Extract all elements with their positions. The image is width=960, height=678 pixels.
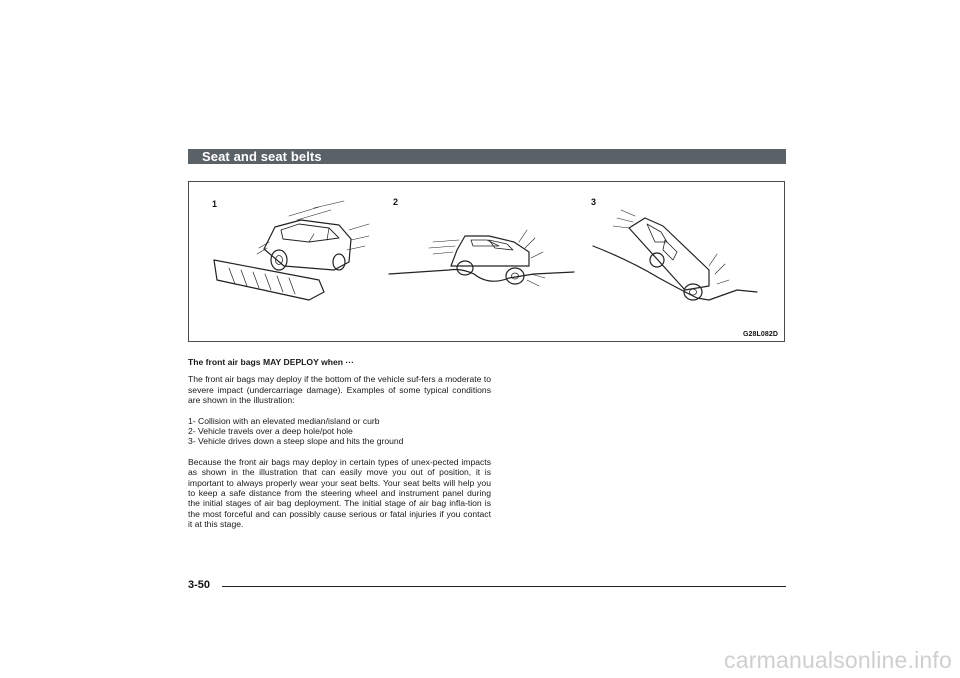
intro-paragraph: The front air bags may deploy if the bottom of the vehicle suf-fers a moderate to severe impact (undercarriage damage). Examples of some typical conditions are shown in the illustration: (188, 374, 491, 406)
illustration-panel (188, 181, 785, 342)
section-header-bar (188, 149, 786, 164)
scene-2-pothole (389, 230, 574, 286)
figure-label-2: 2 (393, 197, 399, 207)
undercarriage-impact-illustration (189, 182, 786, 343)
list-item: 1- Collision with an elevated median/island or curb (188, 415, 380, 426)
figure-code: G28L082D (742, 331, 778, 338)
scene-1-curb-collision (214, 201, 369, 300)
figure-label-1: 1 (212, 199, 218, 209)
body-content (188, 357, 491, 530)
figure-label-3: 3 (591, 197, 597, 207)
section-title: Seat and seat belts (202, 149, 322, 164)
list-item: 3- Vehicle drives down a steep slope and hits the ground (188, 436, 404, 447)
conditions-list (188, 416, 491, 447)
scene-3-steep-slope (593, 210, 757, 300)
list-item: 2- Vehicle travels over a deep hole/pot hole (188, 426, 353, 437)
warning-paragraph: Because the front air bags may deploy in certain types of unex-pected impacts as shown in the illustration that can easily move you out of position, it is important to always properly wear your seat belts. Your seat belts will help you to keep a safe distance from the steering wheel and instrument panel during the initial stages of air bag deployment. The initial stage of air bag infla-tion is the most forceful and can possibly cause serious or fatal injuries if you contact it at this stage. (188, 456, 491, 530)
watermark: carmanualsonline.info (724, 647, 952, 673)
page-number: 3-50 (188, 579, 211, 591)
footer-divider (222, 586, 786, 587)
section-heading: The front air bags MAY DEPLOY when ··· (188, 357, 355, 367)
